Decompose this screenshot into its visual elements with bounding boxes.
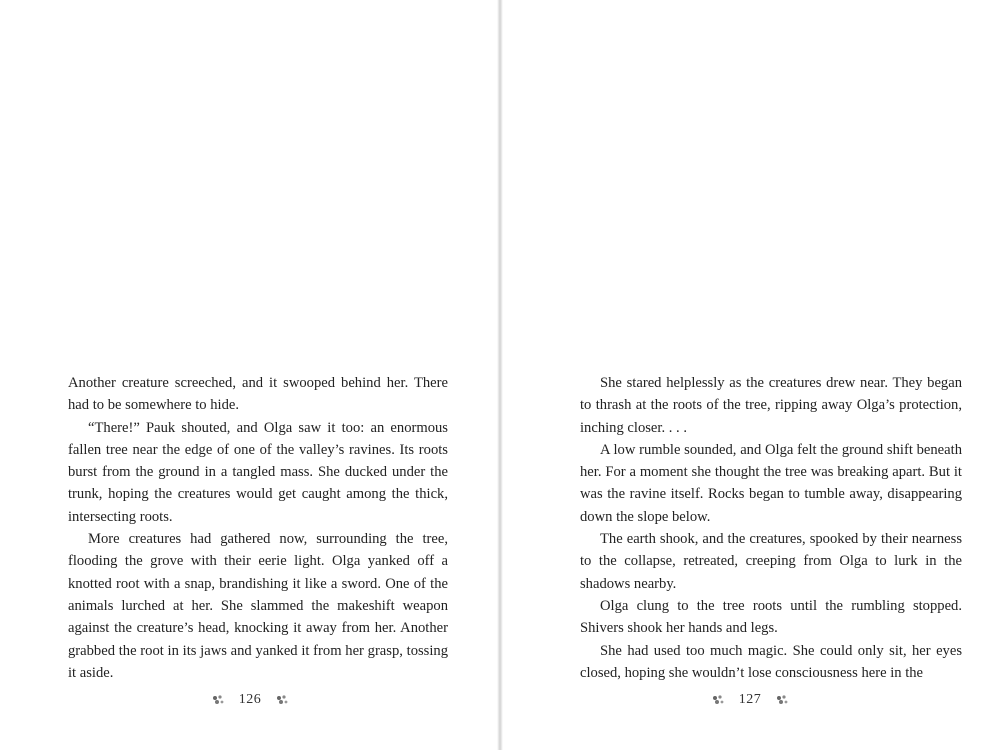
ornament-icon <box>775 694 789 706</box>
left-page-text <box>68 372 448 684</box>
paragraph: A low rumble sounded, and Olga felt the ground shift beneath her. For a moment she thought the tree was breaking apart. But it was the ravine itself. Rocks began to tumble away, disappearing down the slope below. <box>580 441 962 525</box>
paragraph: “There!” Pauk shouted, and Olga saw it too: an enormous fallen tree near the edge of one of the valley’s ravines. Its roots burst from the ground in a tangled mass. She ducked under the trunk, hoping the creatures would get caught among the thick, intersecting roots. <box>68 419 448 525</box>
ornament-icon <box>275 694 289 706</box>
paragraph: More creatures had gathered now, surrounding the tree, flooding the grove with their eerie light. Olga yanked off a knotted root with a snap, brandishing it like a sword. One of the animals lurched at her. She slammed the makeshift weapon against the creature’s head, knocking it away from her. Another grabbed the root in its jaws and yanked it from her grasp, tossing it aside. <box>68 531 448 681</box>
right-page-text <box>580 372 962 684</box>
page-number-left <box>0 692 500 708</box>
paragraph: Another creature screeched, and it swooped behind her. There had to be somewhere to hide. <box>68 375 448 414</box>
book-gutter <box>497 0 503 750</box>
page-number-right <box>500 692 1000 708</box>
page-number: 126 <box>238 692 262 707</box>
paragraph: She stared helplessly as the creatures drew near. They began to thrash at the roots of the tree, ripping away Olga’s protection, inching closer. . . . <box>580 375 962 436</box>
ornament-icon <box>711 694 725 706</box>
right-page <box>500 0 1000 750</box>
ornament-icon <box>211 694 225 706</box>
paragraph: The earth shook, and the creatures, spooked by their nearness to the collapse, retreated, creeping from Olga to lurk in the shadows nearby. <box>580 531 962 592</box>
paragraph: She had used too much magic. She could only sit, her eyes closed, hoping she wouldn’t lose consciousness here in the <box>580 642 962 681</box>
page-number: 127 <box>738 692 762 707</box>
paragraph: Olga clung to the tree roots until the rumbling stopped. Shivers shook her hands and legs. <box>580 597 962 637</box>
